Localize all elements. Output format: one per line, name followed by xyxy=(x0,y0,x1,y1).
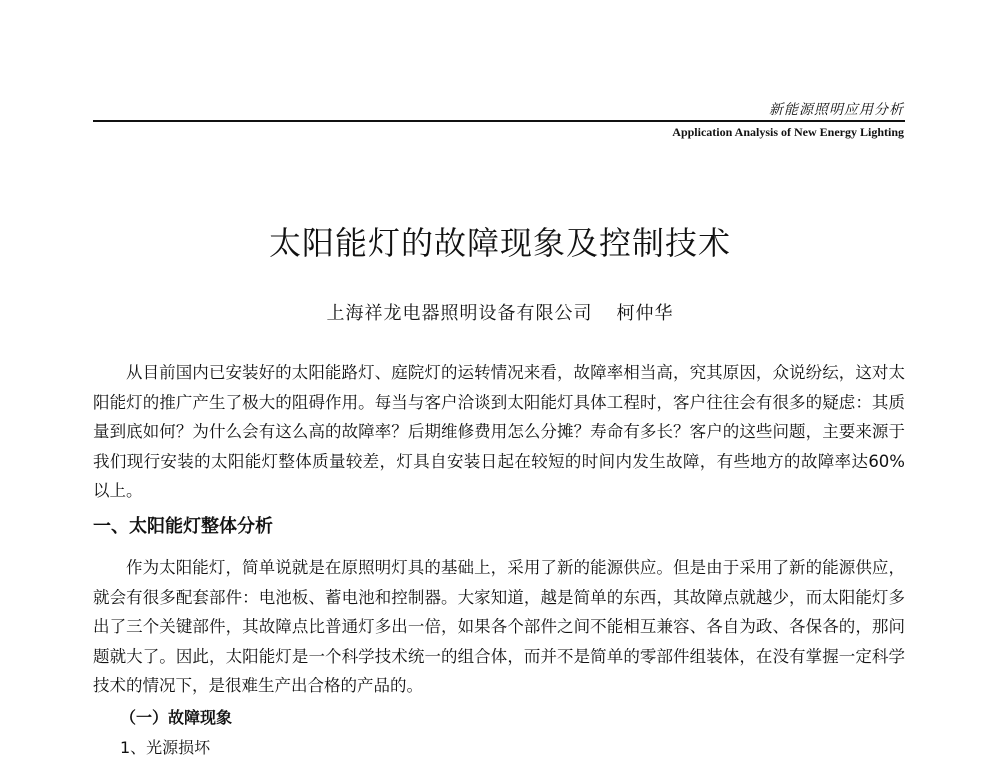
author-name: 柯仲华 xyxy=(616,303,674,324)
article-title: 太阳能灯的故障现象及控制技术 xyxy=(268,224,731,262)
section-paragraph: 作为太阳能灯，简单说就是在原照明灯具的基础上，采用了新的能源供应。但是由于采用了新的能源供应，就会有很多配套部件：电池板、蓄电池和控制器。大家知道，越是简单的东西，其故障点就越少，而太阳能灯多出了三个关键部件，其故障点比普通灯多出一倍，如果各个部件之间不能相互兼容、各自为政、各保各的，那问题就大了。因此，太阳能灯是一个科学技术统一的组合体，而并不是简单的零部件组装体，在没有掌握一定科学技术的情况下，是很难生产出合格的产品的。 xyxy=(93,558,905,695)
byline xyxy=(0,299,1000,325)
header-rule xyxy=(93,120,905,122)
running-header-chinese: 新能源照明应用分析 xyxy=(769,102,904,118)
item-heading: 1、光源损坏 xyxy=(120,738,211,757)
subsection-heading: （一）故障现象 xyxy=(120,708,233,727)
intro-paragraph: 从目前国内已安装好的太阳能路灯、庭院灯的运转情况来看，故障率相当高，究其原因，众说纷纭，这对太阳能灯的推广产生了极大的阻碍作用。每当与客户洽谈到太阳能灯具体工程时，客户往往会有很多的疑虑：其质量到底如何？为什么会有这么高的故障率？后期维修费用怎么分摊？寿命有多长？客户的这些问题，主要来源于我们现行安装的太阳能灯整体质量较差，灯具自安装日起在较短的时间内发生故障，有些地方的故障率达60%以上。 xyxy=(93,363,905,500)
affiliation: 上海祥龙电器照明设备有限公司 xyxy=(326,303,593,324)
running-header-english: Application Analysis of New Energy Lighting xyxy=(672,125,904,139)
section-heading: 一、太阳能灯整体分析 xyxy=(93,516,273,537)
